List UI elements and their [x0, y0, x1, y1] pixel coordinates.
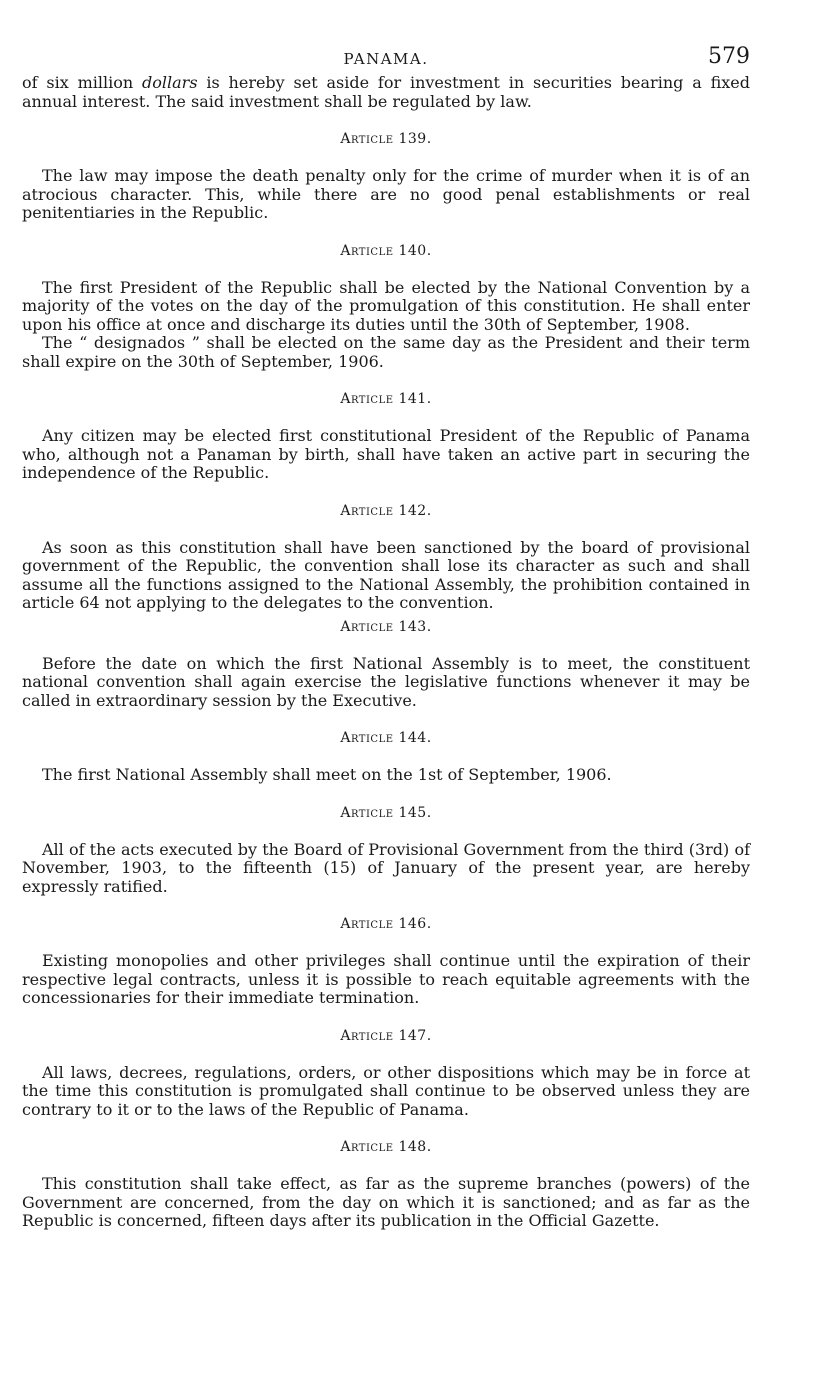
article-heading: Article 144. [340, 730, 432, 746]
article-heading: Article 139. [340, 131, 432, 147]
article-paragraph: The law may impose the death penalty only for the crime of murder when it is of an atrocious character. This, while there are no good penal establishments or real penitentiaries in the Republic. [22, 166, 750, 222]
article-heading: Article 145. [340, 804, 432, 821]
intro-text-before: of six million [22, 73, 143, 92]
intro-text-after: is hereby set aside for investment in securities bearing a fixed annual interest. The said investment shall be regulated by law. [22, 73, 750, 111]
article-paragraph: All of the acts executed by the Board of Provisional Government from the third (3rd) of November, 1903, to the fifteenth (15) of January of the present year, are hereby expressly ratified. [22, 839, 750, 896]
running-header [22, 44, 750, 74]
article-paragraph: Existing monopolies and other privileges shall continue until the expiration of their respective legal contracts, unless it is possible to reach equitable agreements with the concessionaries for their immediate termination. [22, 951, 750, 1007]
article-paragraph: The first National Assembly shall meet on the 1st of September, 1906. [42, 765, 612, 784]
page-number: 579 [708, 44, 750, 69]
article-paragraph: The first President of the Republic shall be elected by the National Convention by a majority of the votes on the day of the promulgation of this constitution. He shall enter upon his office at once and discharge its duties until the 30th of September, 1908. [22, 277, 750, 334]
article-heading: Article 143. [340, 618, 432, 635]
article-paragraph: Before the date on which the first National Assembly is to meet, the constituent national convention shall again exercise the legislative functions whenever it may be called in extraordinary session by the Executive. [22, 653, 750, 710]
article-heading: Article 141. [340, 391, 432, 407]
article-heading: Article 147. [340, 1027, 432, 1044]
article-paragraph: This constitution shall take effect, as far as the supreme branches (powers) of the Government are concerned, from the day on which it is sanctioned; and as far as the Republic is concerned, fifteen days after its publication in the Official Gazette. [22, 1174, 750, 1230]
article-heading: Article 146. [340, 916, 432, 932]
intro-italic-word: dollars [142, 73, 198, 92]
article-heading: Article 140. [340, 242, 432, 259]
article-heading: Article 148. [340, 1139, 432, 1155]
article-heading: Article 142. [340, 502, 432, 519]
intro-paragraph [22, 74, 750, 111]
article-paragraph: Any citizen may be elected first constitutional President of the Republic of Panama who, although not a Panaman by birth, shall have taken an active part in securing the independence of the Republic. [22, 426, 750, 482]
document-page [22, 44, 750, 1231]
article-paragraph: The “ designados ” shall be elected on the same day as the President and their term shall expire on the 30th of September, 1906. [22, 333, 750, 371]
running-title: PANAMA. [343, 50, 429, 68]
article-paragraph: All laws, decrees, regulations, orders, or other dispositions which may be in force at the time this constitution is promulgated shall continue to be observed unless they are contrary to it or to the laws of the Republic of Panama. [22, 1062, 750, 1119]
article-paragraph: As soon as this constitution shall have been sanctioned by the board of provisional government of the Republic, the convention shall lose its character as such and shall assume all the functions assigned to the National Assembly, the prohibition contained in article 64 not applying to the delegates to the convention. [22, 537, 750, 612]
